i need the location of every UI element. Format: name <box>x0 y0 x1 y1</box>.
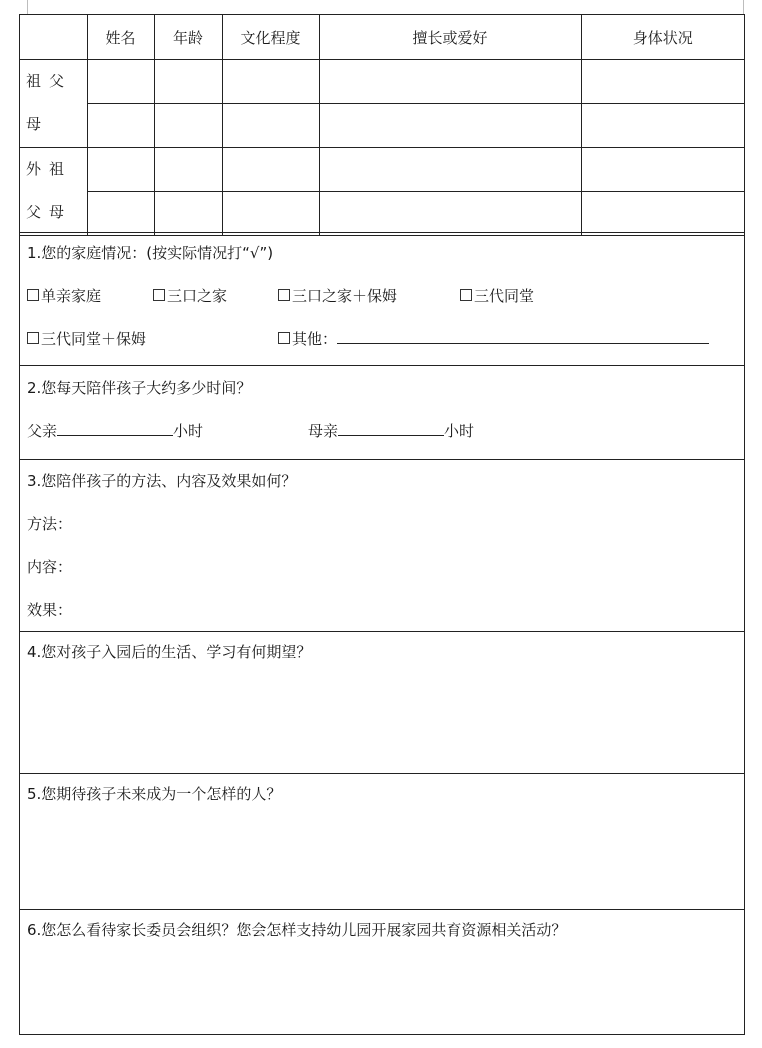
checkbox-icon <box>27 332 39 344</box>
section-expectations <box>20 631 744 773</box>
question-2: 2.您每天陪伴孩子大约多少时间？ <box>27 379 252 397</box>
header-hobby: 擅长或爱好 <box>319 15 581 60</box>
row-label-paternal-grandparents: 祖父母 <box>20 60 87 148</box>
cell-education[interactable] <box>222 60 319 104</box>
other-blank-line[interactable] <box>337 329 709 344</box>
cell-name[interactable] <box>87 60 154 104</box>
option-family-of-three[interactable]: 三口之家 <box>153 286 227 306</box>
cell-hobby[interactable] <box>319 148 581 192</box>
table-row <box>20 148 744 192</box>
section-daily-time <box>20 365 744 459</box>
checkbox-icon <box>27 289 39 301</box>
header-age: 年龄 <box>154 15 222 60</box>
section-companionship <box>20 459 744 631</box>
table-row <box>20 104 744 148</box>
cell-health[interactable] <box>581 104 744 148</box>
question-4: 4.您对孩子入园后的生活、学习有何期望？ <box>27 643 312 661</box>
table-row <box>20 60 744 104</box>
cell-name[interactable] <box>87 104 154 148</box>
checkbox-icon <box>460 289 472 301</box>
table-row <box>20 192 744 236</box>
question-5: 5.您期待孩子未来成为一个怎样的人？ <box>27 785 282 803</box>
header-education: 文化程度 <box>222 15 319 60</box>
option-other[interactable]: 其他： <box>278 329 709 349</box>
cell-age[interactable] <box>154 192 222 236</box>
mother-hours-blank[interactable] <box>338 421 444 436</box>
cell-hobby[interactable] <box>319 104 581 148</box>
option-three-plus-nanny[interactable]: 三口之家＋保姆 <box>278 286 397 306</box>
page-corner-mark-left <box>27 0 28 14</box>
header-name: 姓名 <box>87 15 154 60</box>
cell-age[interactable] <box>154 148 222 192</box>
section-parent-committee <box>20 909 744 1034</box>
question-6: 6.您怎么看待家长委员会组织？您会怎样支持幼儿园开展家园共育资源相关活动？ <box>27 921 567 939</box>
questionnaire-form <box>19 14 745 1035</box>
cell-health[interactable] <box>581 192 744 236</box>
cell-education[interactable] <box>222 104 319 148</box>
cell-age[interactable] <box>154 104 222 148</box>
question-3: 3.您陪伴孩子的方法、内容及效果如何？ <box>27 472 297 490</box>
header-cell-empty <box>20 15 87 60</box>
checkbox-icon <box>278 332 290 344</box>
effect-label: 效果： <box>27 601 73 619</box>
option-three-generations[interactable]: 三代同堂 <box>460 286 534 306</box>
father-time-field: 父亲 小时 <box>27 422 204 440</box>
content-label: 内容： <box>27 558 73 576</box>
cell-hobby[interactable] <box>319 60 581 104</box>
section-future <box>20 773 744 909</box>
cell-education[interactable] <box>222 192 319 236</box>
method-label: 方法： <box>27 515 73 533</box>
header-health: 身体状况 <box>581 15 744 60</box>
option-single-parent[interactable]: 单亲家庭 <box>27 286 101 306</box>
option-three-generations-nanny[interactable]: 三代同堂＋保姆 <box>27 329 146 349</box>
row-label-maternal-grandparents: 外祖父母 <box>20 148 87 236</box>
family-members-table <box>20 15 744 236</box>
mother-time-field: 母亲 小时 <box>308 422 475 440</box>
cell-health[interactable] <box>581 148 744 192</box>
cell-hobby[interactable] <box>319 192 581 236</box>
page-corner-mark-right <box>743 0 744 14</box>
cell-health[interactable] <box>581 60 744 104</box>
checkbox-icon <box>153 289 165 301</box>
cell-age[interactable] <box>154 60 222 104</box>
cell-name[interactable] <box>87 192 154 236</box>
cell-name[interactable] <box>87 148 154 192</box>
question-1: 1.您的家庭情况：(按实际情况打“√”) <box>27 244 274 262</box>
checkbox-icon <box>278 289 290 301</box>
father-hours-blank[interactable] <box>57 421 173 436</box>
table-header-row <box>20 15 744 60</box>
cell-education[interactable] <box>222 148 319 192</box>
section-family-situation <box>20 232 744 365</box>
